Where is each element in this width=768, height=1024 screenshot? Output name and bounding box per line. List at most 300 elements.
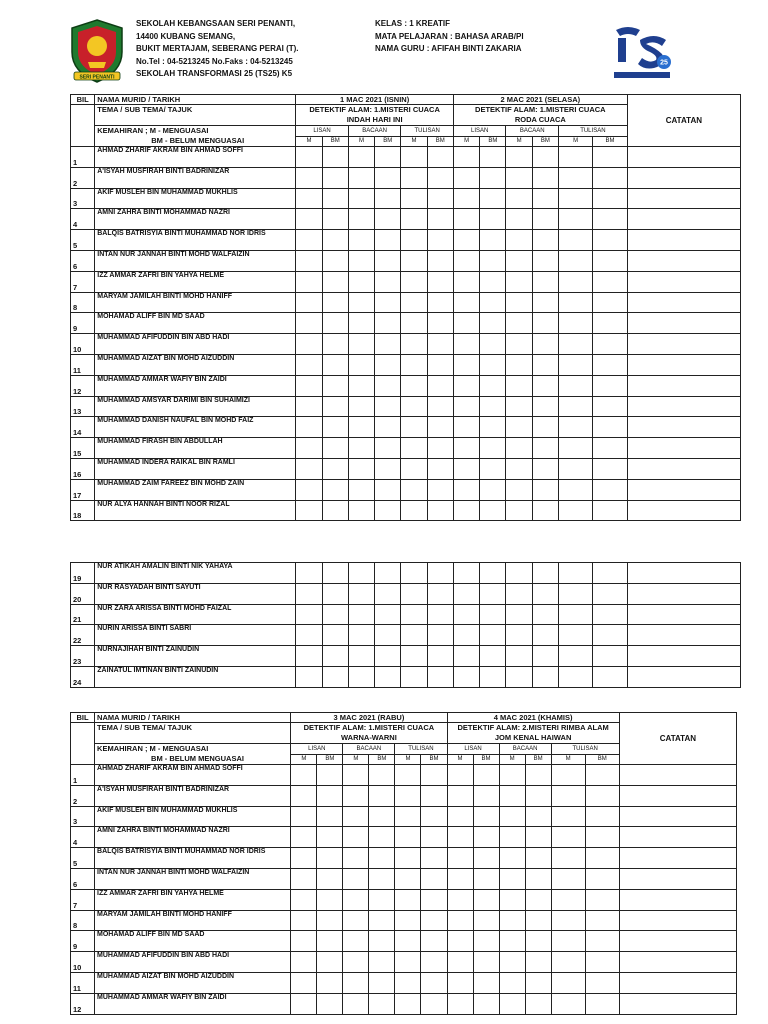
mark-cell[interactable] (593, 438, 627, 459)
mark-cell[interactable] (296, 417, 322, 438)
mark-cell[interactable] (551, 848, 585, 869)
mark-cell[interactable] (421, 868, 447, 889)
mark-cell[interactable] (322, 313, 348, 334)
mark-cell[interactable] (401, 354, 427, 375)
mark-cell[interactable] (480, 396, 506, 417)
mark-cell[interactable] (322, 354, 348, 375)
mark-cell[interactable] (480, 271, 506, 292)
mark-cell[interactable] (532, 583, 558, 604)
mark-cell[interactable] (322, 417, 348, 438)
mark-cell[interactable] (473, 848, 499, 869)
mark-cell[interactable] (421, 972, 447, 993)
mark-cell[interactable] (369, 993, 395, 1014)
mark-cell[interactable] (453, 417, 479, 438)
mark-cell[interactable] (480, 666, 506, 687)
mark-cell[interactable] (453, 147, 479, 168)
mark-cell[interactable] (375, 479, 401, 500)
mark-cell[interactable] (296, 500, 322, 521)
mark-cell[interactable] (532, 334, 558, 355)
mark-cell[interactable] (499, 827, 525, 848)
mark-cell[interactable] (499, 952, 525, 973)
mark-cell[interactable] (291, 785, 317, 806)
mark-cell[interactable] (296, 458, 322, 479)
mark-cell[interactable] (348, 417, 374, 438)
mark-cell[interactable] (480, 167, 506, 188)
mark-cell[interactable] (322, 625, 348, 646)
mark-cell[interactable] (559, 458, 593, 479)
mark-cell[interactable] (499, 910, 525, 931)
catatan-cell[interactable] (627, 250, 740, 271)
mark-cell[interactable] (473, 868, 499, 889)
mark-cell[interactable] (401, 292, 427, 313)
mark-cell[interactable] (369, 952, 395, 973)
mark-cell[interactable] (473, 910, 499, 931)
mark-cell[interactable] (532, 646, 558, 667)
catatan-cell[interactable] (627, 563, 740, 584)
catatan-cell[interactable] (627, 230, 740, 251)
mark-cell[interactable] (369, 931, 395, 952)
mark-cell[interactable] (401, 271, 427, 292)
mark-cell[interactable] (375, 354, 401, 375)
mark-cell[interactable] (559, 147, 593, 168)
mark-cell[interactable] (348, 625, 374, 646)
mark-cell[interactable] (593, 500, 627, 521)
mark-cell[interactable] (401, 500, 427, 521)
mark-cell[interactable] (585, 806, 619, 827)
mark-cell[interactable] (427, 313, 453, 334)
mark-cell[interactable] (453, 271, 479, 292)
mark-cell[interactable] (401, 147, 427, 168)
mark-cell[interactable] (593, 230, 627, 251)
mark-cell[interactable] (551, 868, 585, 889)
catatan-cell[interactable] (627, 417, 740, 438)
mark-cell[interactable] (291, 993, 317, 1014)
mark-cell[interactable] (480, 334, 506, 355)
mark-cell[interactable] (427, 292, 453, 313)
mark-cell[interactable] (291, 827, 317, 848)
mark-cell[interactable] (375, 417, 401, 438)
mark-cell[interactable] (525, 993, 551, 1014)
mark-cell[interactable] (453, 375, 479, 396)
mark-cell[interactable] (473, 765, 499, 786)
mark-cell[interactable] (453, 313, 479, 334)
mark-cell[interactable] (559, 313, 593, 334)
mark-cell[interactable] (375, 292, 401, 313)
mark-cell[interactable] (401, 209, 427, 230)
catatan-cell[interactable] (627, 604, 740, 625)
mark-cell[interactable] (447, 993, 473, 1014)
catatan-cell[interactable] (627, 666, 740, 687)
mark-cell[interactable] (559, 646, 593, 667)
mark-cell[interactable] (296, 646, 322, 667)
mark-cell[interactable] (453, 167, 479, 188)
mark-cell[interactable] (532, 500, 558, 521)
catatan-cell[interactable] (627, 396, 740, 417)
mark-cell[interactable] (343, 910, 369, 931)
mark-cell[interactable] (559, 167, 593, 188)
catatan-cell[interactable] (619, 827, 736, 848)
mark-cell[interactable] (317, 910, 343, 931)
mark-cell[interactable] (593, 375, 627, 396)
mark-cell[interactable] (506, 458, 532, 479)
mark-cell[interactable] (322, 147, 348, 168)
mark-cell[interactable] (593, 147, 627, 168)
mark-cell[interactable] (525, 931, 551, 952)
mark-cell[interactable] (291, 910, 317, 931)
mark-cell[interactable] (401, 334, 427, 355)
mark-cell[interactable] (559, 500, 593, 521)
mark-cell[interactable] (348, 354, 374, 375)
mark-cell[interactable] (499, 785, 525, 806)
mark-cell[interactable] (559, 479, 593, 500)
mark-cell[interactable] (593, 313, 627, 334)
mark-cell[interactable] (348, 375, 374, 396)
mark-cell[interactable] (348, 666, 374, 687)
mark-cell[interactable] (291, 889, 317, 910)
mark-cell[interactable] (343, 931, 369, 952)
mark-cell[interactable] (473, 972, 499, 993)
mark-cell[interactable] (532, 604, 558, 625)
mark-cell[interactable] (401, 188, 427, 209)
mark-cell[interactable] (593, 209, 627, 230)
mark-cell[interactable] (375, 666, 401, 687)
mark-cell[interactable] (348, 313, 374, 334)
mark-cell[interactable] (401, 167, 427, 188)
catatan-cell[interactable] (627, 167, 740, 188)
mark-cell[interactable] (348, 250, 374, 271)
catatan-cell[interactable] (627, 209, 740, 230)
mark-cell[interactable] (447, 827, 473, 848)
mark-cell[interactable] (296, 479, 322, 500)
mark-cell[interactable] (348, 438, 374, 459)
mark-cell[interactable] (506, 354, 532, 375)
mark-cell[interactable] (585, 931, 619, 952)
mark-cell[interactable] (296, 209, 322, 230)
mark-cell[interactable] (317, 993, 343, 1014)
mark-cell[interactable] (421, 765, 447, 786)
mark-cell[interactable] (506, 604, 532, 625)
mark-cell[interactable] (453, 458, 479, 479)
mark-cell[interactable] (453, 209, 479, 230)
mark-cell[interactable] (421, 993, 447, 1014)
mark-cell[interactable] (453, 646, 479, 667)
mark-cell[interactable] (317, 931, 343, 952)
mark-cell[interactable] (593, 167, 627, 188)
mark-cell[interactable] (296, 375, 322, 396)
mark-cell[interactable] (551, 765, 585, 786)
mark-cell[interactable] (506, 147, 532, 168)
mark-cell[interactable] (421, 931, 447, 952)
mark-cell[interactable] (421, 952, 447, 973)
mark-cell[interactable] (296, 188, 322, 209)
mark-cell[interactable] (427, 147, 453, 168)
mark-cell[interactable] (421, 827, 447, 848)
mark-cell[interactable] (395, 785, 421, 806)
mark-cell[interactable] (559, 625, 593, 646)
mark-cell[interactable] (296, 666, 322, 687)
mark-cell[interactable] (401, 666, 427, 687)
mark-cell[interactable] (453, 500, 479, 521)
mark-cell[interactable] (395, 972, 421, 993)
mark-cell[interactable] (395, 889, 421, 910)
mark-cell[interactable] (447, 848, 473, 869)
mark-cell[interactable] (427, 458, 453, 479)
mark-cell[interactable] (453, 354, 479, 375)
mark-cell[interactable] (291, 931, 317, 952)
mark-cell[interactable] (447, 785, 473, 806)
mark-cell[interactable] (375, 458, 401, 479)
mark-cell[interactable] (322, 209, 348, 230)
mark-cell[interactable] (322, 500, 348, 521)
mark-cell[interactable] (401, 625, 427, 646)
mark-cell[interactable] (593, 583, 627, 604)
mark-cell[interactable] (593, 250, 627, 271)
mark-cell[interactable] (506, 646, 532, 667)
mark-cell[interactable] (453, 396, 479, 417)
mark-cell[interactable] (532, 167, 558, 188)
mark-cell[interactable] (453, 479, 479, 500)
mark-cell[interactable] (291, 848, 317, 869)
mark-cell[interactable] (427, 188, 453, 209)
mark-cell[interactable] (559, 583, 593, 604)
mark-cell[interactable] (427, 167, 453, 188)
mark-cell[interactable] (480, 230, 506, 251)
mark-cell[interactable] (343, 765, 369, 786)
catatan-cell[interactable] (619, 848, 736, 869)
mark-cell[interactable] (427, 479, 453, 500)
mark-cell[interactable] (453, 188, 479, 209)
mark-cell[interactable] (480, 563, 506, 584)
mark-cell[interactable] (559, 666, 593, 687)
mark-cell[interactable] (401, 417, 427, 438)
mark-cell[interactable] (296, 334, 322, 355)
mark-cell[interactable] (427, 583, 453, 604)
mark-cell[interactable] (427, 375, 453, 396)
mark-cell[interactable] (506, 188, 532, 209)
catatan-cell[interactable] (627, 583, 740, 604)
mark-cell[interactable] (532, 354, 558, 375)
mark-cell[interactable] (453, 250, 479, 271)
mark-cell[interactable] (427, 500, 453, 521)
mark-cell[interactable] (506, 250, 532, 271)
mark-cell[interactable] (525, 889, 551, 910)
mark-cell[interactable] (348, 271, 374, 292)
mark-cell[interactable] (296, 396, 322, 417)
mark-cell[interactable] (369, 868, 395, 889)
mark-cell[interactable] (348, 604, 374, 625)
mark-cell[interactable] (322, 438, 348, 459)
mark-cell[interactable] (375, 604, 401, 625)
mark-cell[interactable] (322, 230, 348, 251)
mark-cell[interactable] (585, 993, 619, 1014)
mark-cell[interactable] (348, 209, 374, 230)
mark-cell[interactable] (427, 209, 453, 230)
catatan-cell[interactable] (627, 188, 740, 209)
mark-cell[interactable] (525, 910, 551, 931)
mark-cell[interactable] (525, 868, 551, 889)
mark-cell[interactable] (499, 806, 525, 827)
catatan-cell[interactable] (627, 646, 740, 667)
mark-cell[interactable] (427, 417, 453, 438)
mark-cell[interactable] (296, 167, 322, 188)
mark-cell[interactable] (348, 563, 374, 584)
mark-cell[interactable] (322, 479, 348, 500)
mark-cell[interactable] (296, 313, 322, 334)
mark-cell[interactable] (322, 666, 348, 687)
mark-cell[interactable] (395, 952, 421, 973)
mark-cell[interactable] (480, 375, 506, 396)
catatan-cell[interactable] (627, 458, 740, 479)
mark-cell[interactable] (322, 334, 348, 355)
mark-cell[interactable] (525, 765, 551, 786)
mark-cell[interactable] (322, 375, 348, 396)
mark-cell[interactable] (291, 952, 317, 973)
mark-cell[interactable] (551, 993, 585, 1014)
mark-cell[interactable] (593, 479, 627, 500)
mark-cell[interactable] (453, 666, 479, 687)
mark-cell[interactable] (343, 848, 369, 869)
mark-cell[interactable] (343, 952, 369, 973)
mark-cell[interactable] (551, 931, 585, 952)
mark-cell[interactable] (375, 646, 401, 667)
mark-cell[interactable] (499, 848, 525, 869)
mark-cell[interactable] (453, 438, 479, 459)
mark-cell[interactable] (525, 785, 551, 806)
mark-cell[interactable] (343, 972, 369, 993)
mark-cell[interactable] (375, 188, 401, 209)
mark-cell[interactable] (369, 765, 395, 786)
mark-cell[interactable] (395, 910, 421, 931)
mark-cell[interactable] (317, 848, 343, 869)
mark-cell[interactable] (593, 604, 627, 625)
mark-cell[interactable] (453, 334, 479, 355)
mark-cell[interactable] (369, 848, 395, 869)
mark-cell[interactable] (551, 889, 585, 910)
mark-cell[interactable] (551, 972, 585, 993)
mark-cell[interactable] (427, 438, 453, 459)
mark-cell[interactable] (480, 583, 506, 604)
catatan-cell[interactable] (619, 931, 736, 952)
mark-cell[interactable] (585, 889, 619, 910)
mark-cell[interactable] (348, 583, 374, 604)
mark-cell[interactable] (525, 952, 551, 973)
mark-cell[interactable] (291, 868, 317, 889)
mark-cell[interactable] (375, 625, 401, 646)
mark-cell[interactable] (585, 952, 619, 973)
mark-cell[interactable] (401, 646, 427, 667)
mark-cell[interactable] (427, 396, 453, 417)
mark-cell[interactable] (480, 209, 506, 230)
mark-cell[interactable] (532, 188, 558, 209)
mark-cell[interactable] (473, 806, 499, 827)
catatan-cell[interactable] (627, 354, 740, 375)
mark-cell[interactable] (317, 889, 343, 910)
mark-cell[interactable] (499, 993, 525, 1014)
catatan-cell[interactable] (619, 868, 736, 889)
mark-cell[interactable] (506, 292, 532, 313)
mark-cell[interactable] (447, 931, 473, 952)
mark-cell[interactable] (480, 479, 506, 500)
mark-cell[interactable] (427, 250, 453, 271)
mark-cell[interactable] (559, 396, 593, 417)
mark-cell[interactable] (480, 417, 506, 438)
mark-cell[interactable] (322, 188, 348, 209)
mark-cell[interactable] (317, 806, 343, 827)
mark-cell[interactable] (593, 334, 627, 355)
mark-cell[interactable] (296, 250, 322, 271)
mark-cell[interactable] (317, 765, 343, 786)
catatan-cell[interactable] (619, 785, 736, 806)
mark-cell[interactable] (499, 972, 525, 993)
mark-cell[interactable] (421, 848, 447, 869)
mark-cell[interactable] (480, 354, 506, 375)
mark-cell[interactable] (532, 250, 558, 271)
mark-cell[interactable] (593, 188, 627, 209)
catatan-cell[interactable] (627, 147, 740, 168)
mark-cell[interactable] (369, 910, 395, 931)
mark-cell[interactable] (427, 230, 453, 251)
catatan-cell[interactable] (627, 292, 740, 313)
mark-cell[interactable] (506, 209, 532, 230)
mark-cell[interactable] (506, 625, 532, 646)
mark-cell[interactable] (532, 375, 558, 396)
mark-cell[interactable] (593, 354, 627, 375)
mark-cell[interactable] (506, 396, 532, 417)
mark-cell[interactable] (375, 438, 401, 459)
mark-cell[interactable] (532, 313, 558, 334)
mark-cell[interactable] (532, 479, 558, 500)
catatan-cell[interactable] (627, 313, 740, 334)
mark-cell[interactable] (375, 500, 401, 521)
mark-cell[interactable] (559, 209, 593, 230)
mark-cell[interactable] (395, 848, 421, 869)
mark-cell[interactable] (473, 889, 499, 910)
mark-cell[interactable] (559, 292, 593, 313)
mark-cell[interactable] (585, 785, 619, 806)
mark-cell[interactable] (421, 806, 447, 827)
catatan-cell[interactable] (619, 993, 736, 1014)
mark-cell[interactable] (348, 230, 374, 251)
mark-cell[interactable] (369, 785, 395, 806)
mark-cell[interactable] (343, 806, 369, 827)
mark-cell[interactable] (532, 417, 558, 438)
mark-cell[interactable] (506, 479, 532, 500)
mark-cell[interactable] (296, 230, 322, 251)
mark-cell[interactable] (375, 147, 401, 168)
mark-cell[interactable] (427, 625, 453, 646)
mark-cell[interactable] (291, 972, 317, 993)
mark-cell[interactable] (506, 500, 532, 521)
mark-cell[interactable] (296, 147, 322, 168)
catatan-cell[interactable] (619, 806, 736, 827)
mark-cell[interactable] (532, 563, 558, 584)
mark-cell[interactable] (322, 167, 348, 188)
mark-cell[interactable] (348, 396, 374, 417)
mark-cell[interactable] (427, 563, 453, 584)
mark-cell[interactable] (348, 500, 374, 521)
mark-cell[interactable] (322, 583, 348, 604)
mark-cell[interactable] (343, 993, 369, 1014)
mark-cell[interactable] (593, 292, 627, 313)
mark-cell[interactable] (296, 563, 322, 584)
mark-cell[interactable] (593, 625, 627, 646)
mark-cell[interactable] (453, 625, 479, 646)
mark-cell[interactable] (473, 827, 499, 848)
mark-cell[interactable] (585, 827, 619, 848)
mark-cell[interactable] (375, 583, 401, 604)
mark-cell[interactable] (447, 806, 473, 827)
mark-cell[interactable] (532, 209, 558, 230)
